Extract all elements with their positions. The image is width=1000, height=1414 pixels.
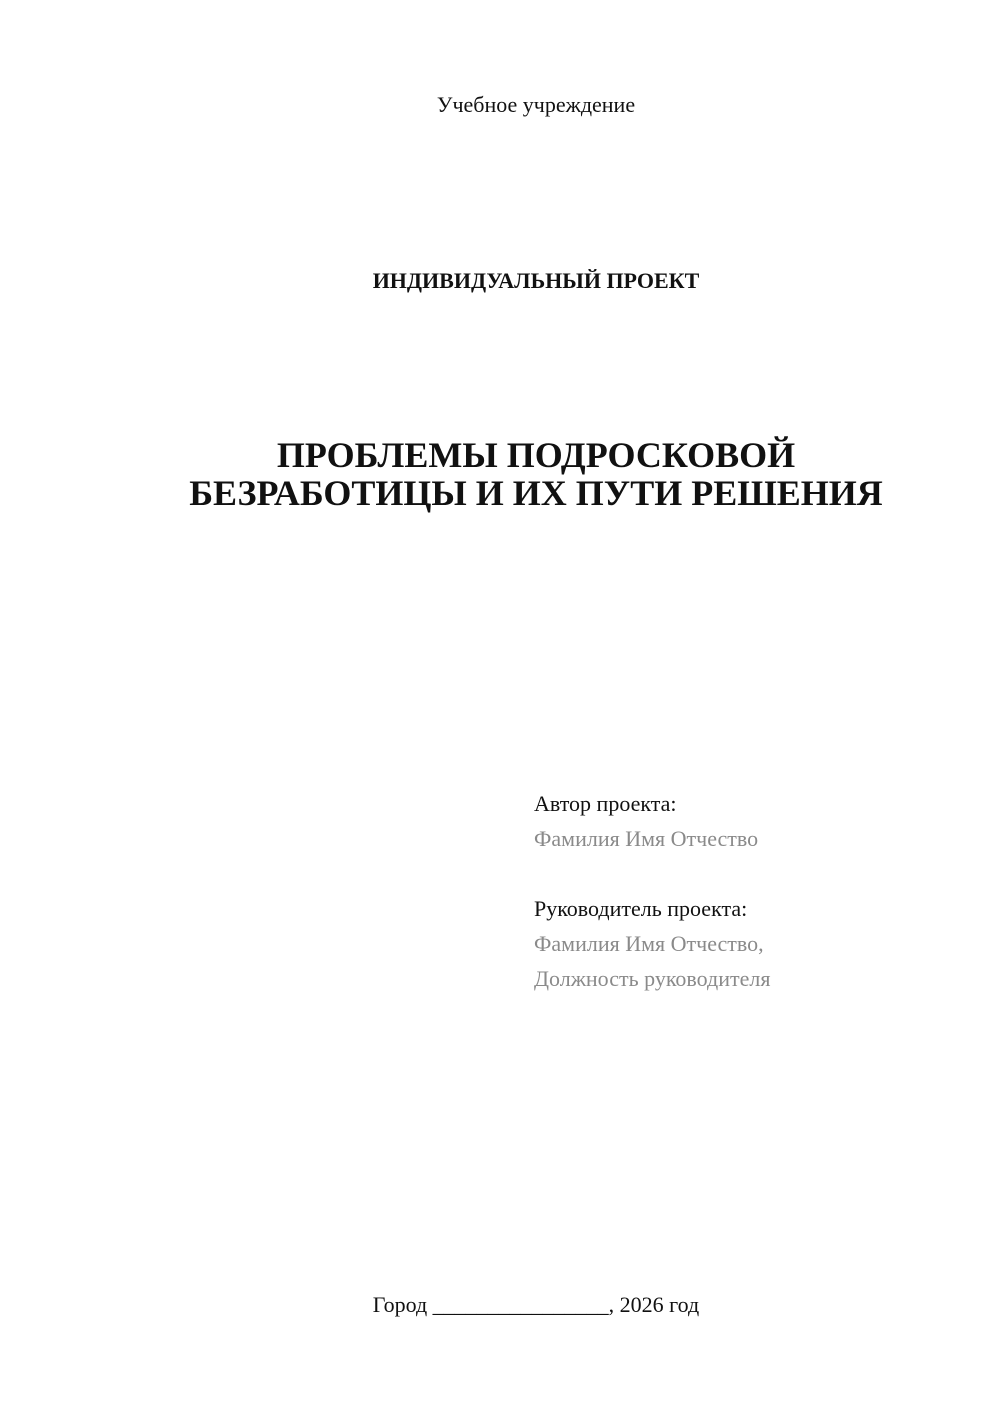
document-type: ИНДИВИДУАЛЬНЫЙ ПРОЕКТ (372, 268, 700, 293)
supervisor-position: Должность руководителя (534, 966, 771, 991)
institution-name: Учебное учреждение (436, 92, 636, 117)
project-title-line-2: БЕЗРАБОТИЦЫ И ИХ ПУТИ РЕШЕНИЯ (189, 473, 883, 513)
signature-spacer (534, 856, 974, 891)
author-name: Фамилия Имя Отчество (534, 826, 759, 851)
supervisor-label: Руководитель проекта: (534, 896, 748, 921)
supervisor-name: Фамилия Имя Отчество, (534, 931, 764, 956)
author-label: Автор проекта: (534, 791, 677, 816)
city-year-line: Город ________________, 2026 год (372, 1292, 700, 1317)
project-title (0, 436, 1000, 512)
project-title-line-1: ПРОБЛЕМЫ ПОДРОСКОВОЙ (276, 435, 796, 475)
signature-block (534, 786, 974, 996)
